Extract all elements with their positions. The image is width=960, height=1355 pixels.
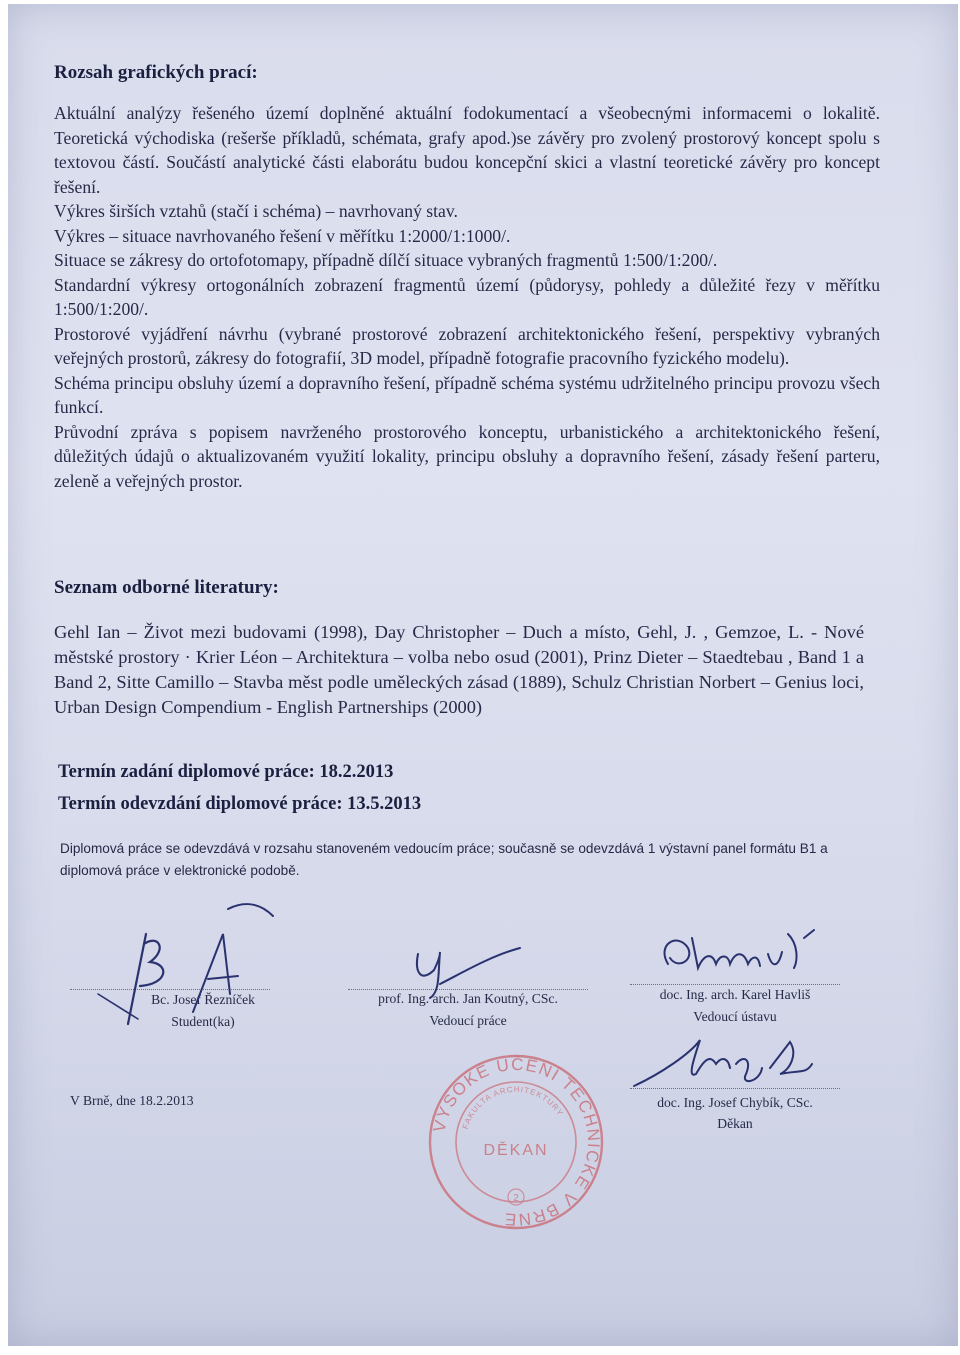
supervisor-signature-scrawl: [400, 934, 530, 1004]
assignment-deadline: Termín zadání diplomové práce: 18.2.2013: [58, 762, 394, 782]
institute-head-name: doc. Ing. arch. Karel Havliš: [659, 987, 811, 1002]
dean-signature-scrawl: [630, 1034, 830, 1094]
graphics-paragraph: Standardní výkresy ortogonálních zobrazení fragmentů území (půdorysy, pohledy a důležité řezy v měřítku 1:500/1:200/.: [54, 274, 880, 319]
literature-heading: Seznam odborné literatury:: [54, 577, 279, 598]
graphics-paragraph: Výkres širších vztahů (stačí i schéma) – navrhovaný stav.: [54, 201, 458, 221]
institute-head-signature-line: [630, 984, 840, 985]
submission-note: Diplomová práce se odevzdává v rozsahu stanoveném vedoucím práce; současně se odevzdává 1 výstavní panel formátu B1 a diplomová práce v elektronické podobě.: [60, 841, 828, 878]
literature-text: Gehl Ian – Život mezi budovami (1998), Day Christopher – Duch a místo, Gehl, J. , Gemzoe, L. - Nové městské prostory · Krier Léon – Architektura – volba nebo osud (2001), Prinz Dieter – Staedtebau , Band 1 a Band 2, Sitte Camillo – Stavba měst podle uměleckých zásad (1889), Schulz Christian Norbert – Genius loci, Urban Design Compendium - English Partnerships (2000): [54, 622, 864, 717]
graphics-paragraph: Prostorové vyjádření návrhu (vybrané prostorové zobrazení architektonického řešení, perspektivy vybraných veřejných prostorů, zákresy do fotografií, 3D model, případně fotografie pracovního fyzického modelu).: [54, 323, 880, 368]
student-name: Bc. Josef Řezníček: [151, 992, 255, 1007]
graphics-paragraph: Výkres – situace navrhovaného řešení v měřítku 1:2000/1:1000/.: [54, 225, 511, 246]
student-signature-scrawl: [88, 894, 288, 1034]
graphics-paragraph: Schéma principu obsluhy území a dopravního řešení, případně schéma systému udržitelného principu provozu všech funkcí.: [54, 372, 880, 417]
supervisor-role: Vedoucí práce: [429, 1013, 507, 1028]
graphics-heading: Rozsah grafických prací:: [54, 62, 258, 83]
seal-center-text: DĚKAN: [483, 1142, 549, 1159]
seal-inner-text: FAKULTA ARCHITEKTURY: [460, 1084, 566, 1131]
graphics-paragraph: Aktuální analýzy řešeného území doplněné aktuální fodokumentací a všeobecnými informacemi o lokalitě. Teoretická východiska (rešerše příkladů, schémata, grafy apod.)se závěry pro zvolený prostorový koncept spolu s textovou částí. Součástí analytické části elaborátu budou koncepční skici a vlastní teoretické závěry pro koncept řešení.: [54, 103, 880, 197]
seal-outer-text: VYSOKÉ UČENÍ TECHNICKÉ V BRNĚ: [429, 1054, 604, 1230]
literature-list: [54, 620, 864, 720]
graphics-paragraph: Průvodní zpráva s popisem navrženého prostorového konceptu, urbanistického a architektonického řešení, důležitých údajů o aktualizovaném využití lokality, principu obsluhy a dopravního řešení, zásady řešení parteru, zeleně a veřejných prostor.: [54, 421, 880, 491]
faculty-seal: [426, 1052, 606, 1232]
graphics-paragraph: Situace se zákresy do ortofotomapy, případně dílčí situace vybraných fragmentů 1:500/1:200/.: [54, 250, 718, 270]
document-sheet: [8, 4, 958, 1346]
dean-role: Děkan: [717, 1116, 753, 1131]
place-and-date: V Brně, dne 18.2.2013: [70, 1093, 194, 1108]
submission-deadline: Termín odevzdání diplomové práce: 13.5.2013: [58, 794, 422, 814]
institute-head-signature-scrawl: [648, 924, 848, 984]
dean-name: doc. Ing. Josef Chybík, CSc.: [657, 1095, 813, 1110]
seal-number: 2: [513, 1193, 519, 1204]
student-role: Student(ka): [171, 1014, 235, 1029]
institute-head-role: Vedoucí ústavu: [693, 1009, 777, 1024]
supervisor-name: prof. Ing. arch. Jan Koutný, CSc.: [378, 991, 558, 1006]
graphics-list: [54, 101, 880, 493]
